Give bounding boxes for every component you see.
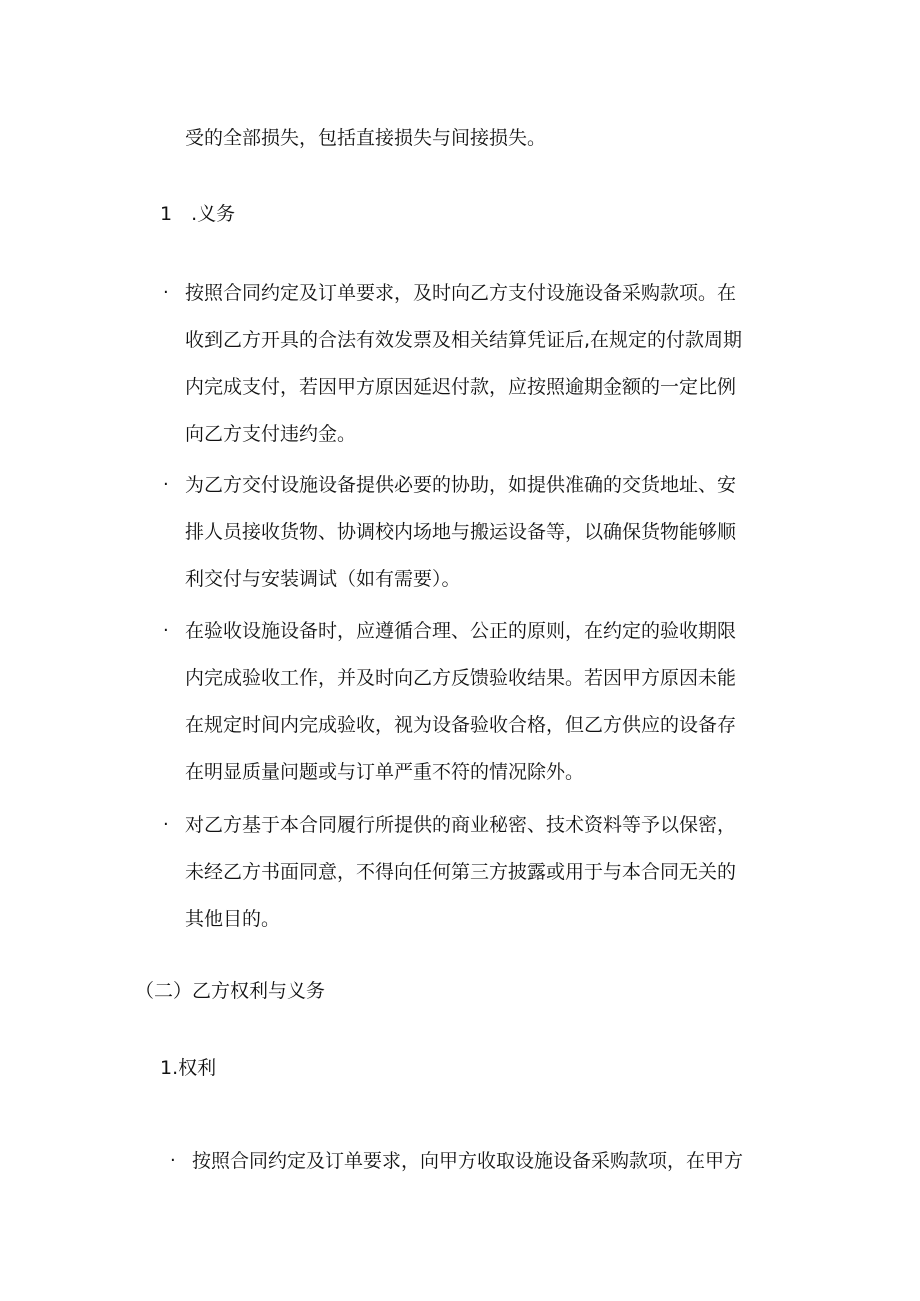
section-obligations-heading: 1 .义务	[160, 203, 236, 225]
obligation-2-line-1: 为乙方交付设施设备提供必要的协助，如提供准确的交货地址、安	[185, 474, 737, 496]
rights-heading: 1.权利	[160, 1057, 217, 1079]
obligation-1-line-3: 内完成支付，若因甲方原因延迟付款，应按照逾期金额的一定比例	[185, 376, 737, 398]
bullet-marker: ·	[163, 474, 169, 495]
bullet-marker: ·	[170, 1150, 176, 1171]
obligation-1-line-2: 收到乙方开具的合法有效发票及相关结算凭证后,在规定的付款周期	[185, 329, 743, 351]
rights-1-line-1: 按照合同约定及订单要求，向甲方收取设施设备采购款项，在甲方	[192, 1150, 744, 1172]
obligation-4-line-1: 对乙方基于本合同履行所提供的商业秘密、技术资料等予以保密，	[185, 814, 737, 836]
obligation-2-line-3: 利交付与安装调试（如有需要）。	[185, 568, 461, 590]
obligation-1-line-4: 向乙方支付违约金。	[185, 423, 357, 445]
obligation-3-line-1: 在验收设施设备时，应遵循合理、公正的原则，在约定的验收期限	[185, 620, 737, 642]
obligation-2-line-2: 排人员接收货物、协调校内场地与搬运设备等，以确保货物能够顺	[185, 521, 737, 543]
obligation-3-line-4: 在明显质量问题或与订单严重不符的情况除外。	[185, 761, 585, 783]
bullet-marker: ·	[163, 282, 169, 303]
party-b-section-heading: （二）乙方权利与义务	[135, 980, 326, 1002]
obligation-4-line-3: 其他目的。	[185, 908, 281, 930]
obligation-4-line-2: 未经乙方书面同意，不得向任何第三方披露或用于与本合同无关的	[185, 861, 737, 883]
obligation-1-line-1: 按照合同约定及订单要求，及时向乙方支付设施设备采购款项。在	[185, 282, 737, 304]
continuation-line: 受的全部损失，包括直接损失与间接损失。	[185, 127, 547, 149]
obligation-3-line-2: 内完成验收工作，并及时向乙方反馈验收结果。若因甲方原因未能	[185, 667, 737, 689]
bullet-marker: ·	[163, 814, 169, 835]
obligation-3-line-3: 在规定时间内完成验收，视为设备验收合格，但乙方供应的设备存	[185, 714, 737, 736]
bullet-marker: ·	[163, 620, 169, 641]
